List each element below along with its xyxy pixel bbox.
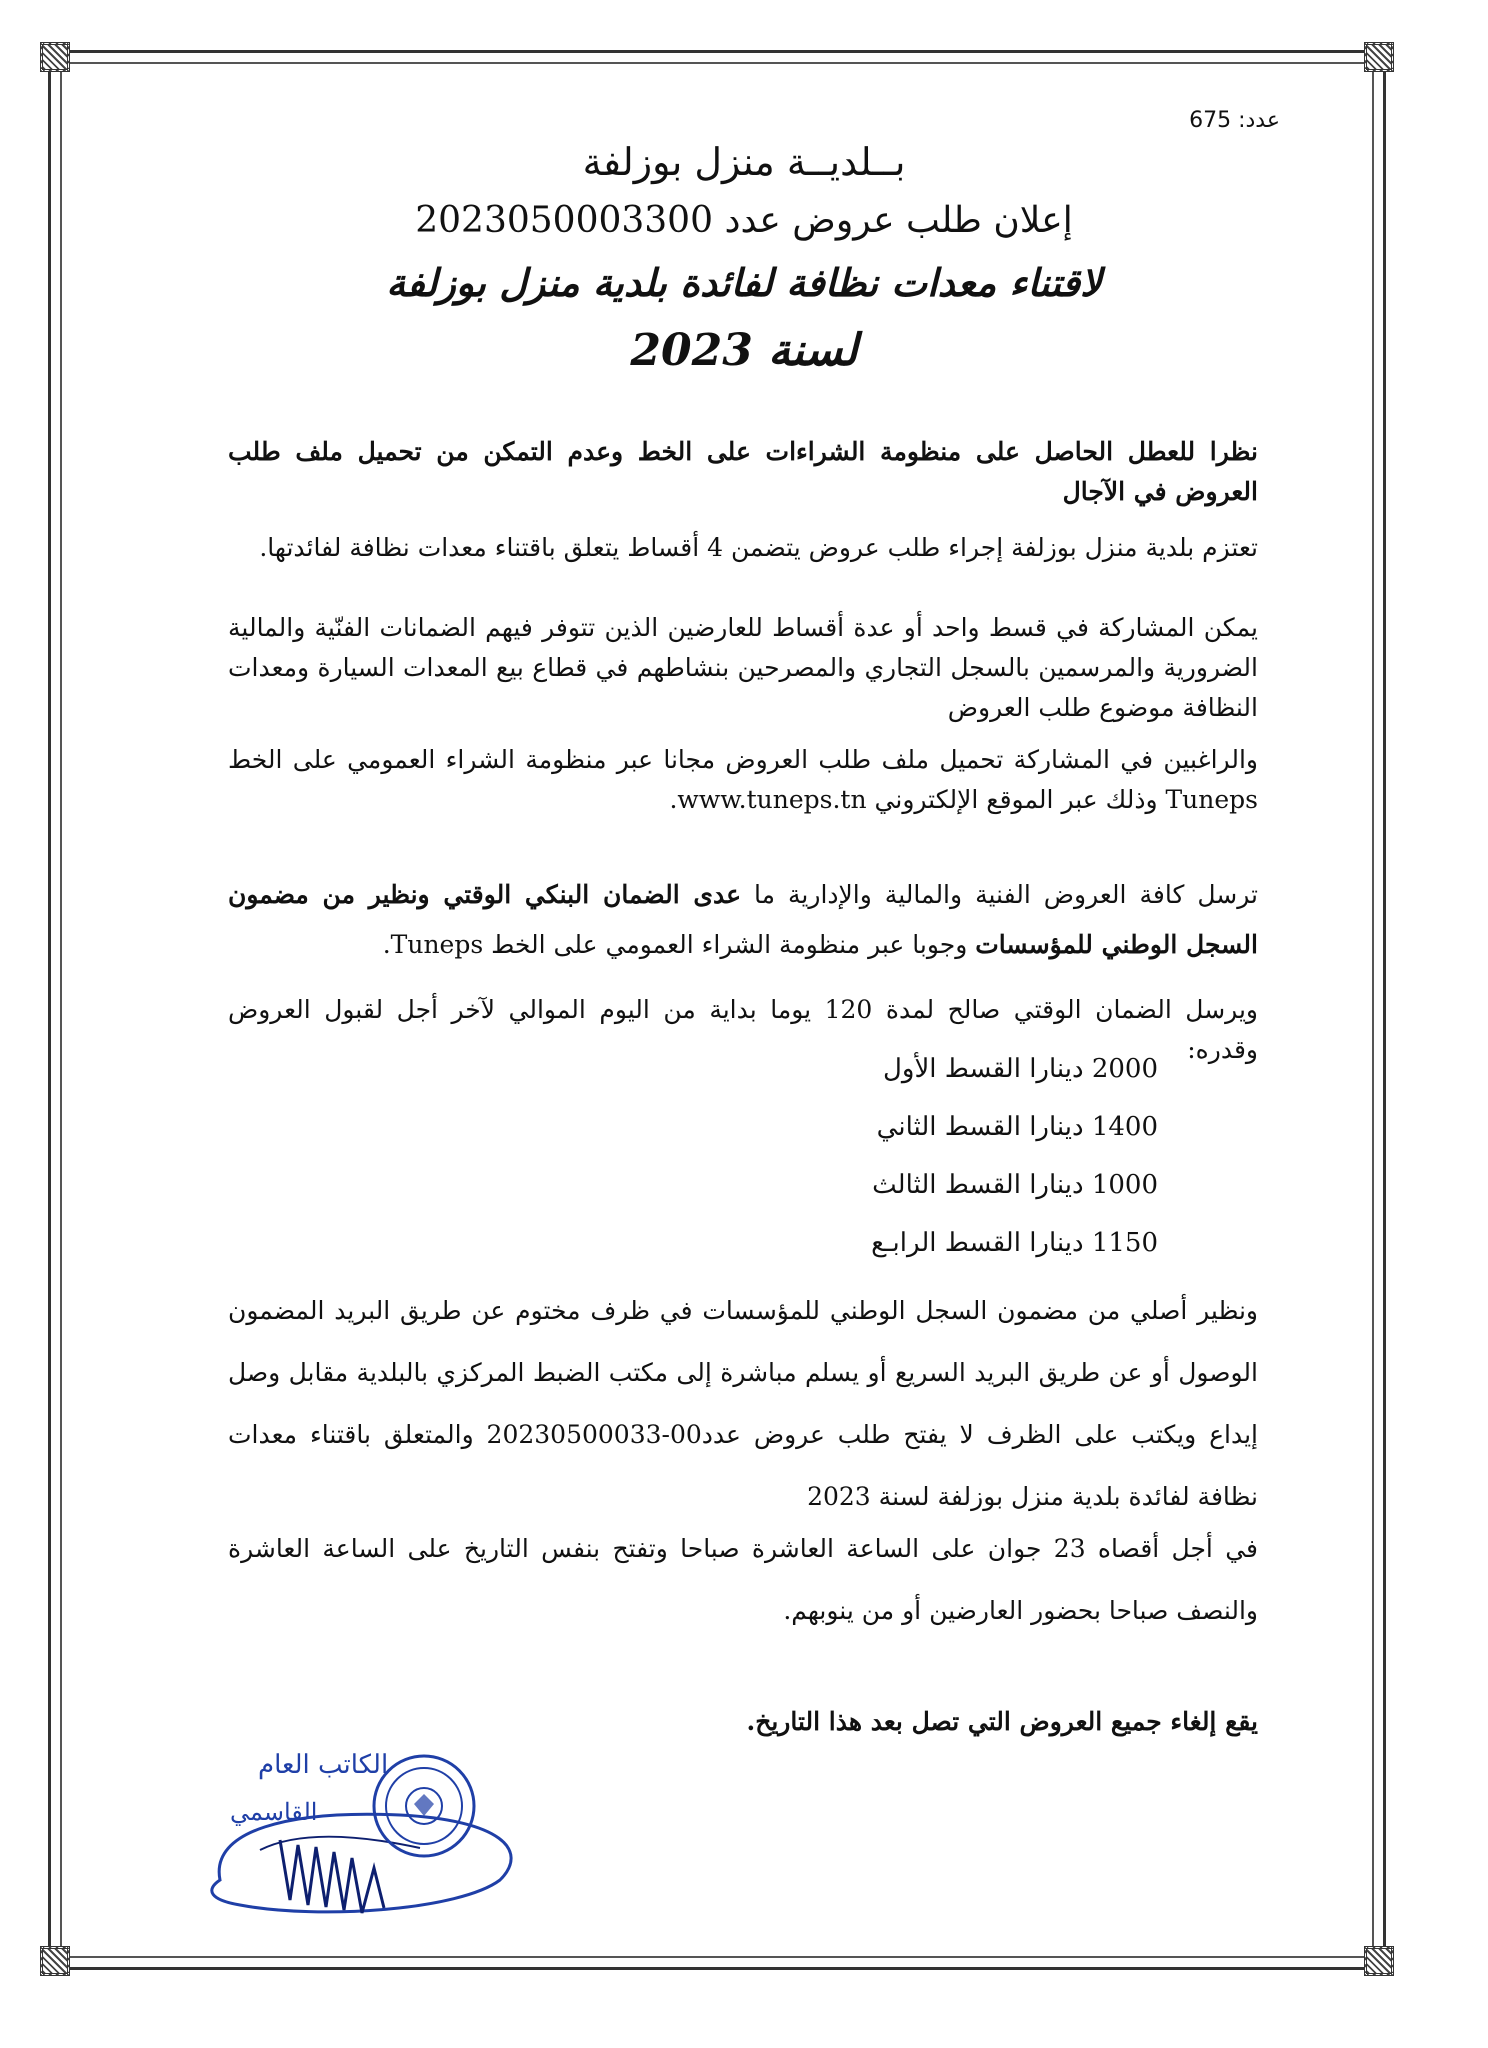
installments-list bbox=[458, 1040, 1158, 1272]
border-corner-ornament bbox=[40, 1946, 70, 1976]
submission-text-bold: عدى الضمان البنكي الوقتي ونظير من مضمون السجل الوطني للمؤسسات bbox=[228, 880, 1258, 959]
installment-item: 1150 دينارا القسط الرابـع bbox=[871, 1228, 1158, 1258]
border-corner-ornament bbox=[1364, 1946, 1394, 1976]
border-corner-ornament bbox=[40, 42, 70, 72]
paragraph-download: والراغبين في المشاركة تحميل ملف طلب العروض مجانا عبر منظومة الشراء العمومي على الخط Tuneps وذلك عبر الموقع الإلكتروني www.tuneps.tn. bbox=[228, 745, 1258, 814]
subject-title: لاقتناء معدات نظافة لفائدة بلدية منزل بوزلفة bbox=[386, 260, 1102, 305]
official-seal-icon bbox=[370, 1752, 478, 1860]
installment-item: 2000 دينارا القسط الأول bbox=[883, 1054, 1158, 1084]
paragraph-notice: نظرا للعطل الحاصل على منظومة الشراءات على الخط وعدم التمكن من تحميل ملف طلب العروض في الآجال bbox=[228, 437, 1258, 506]
submission-text-c: وجوبا عبر منظومة الشراء العمومي على الخط Tuneps. bbox=[382, 930, 976, 959]
installment-item: 1000 دينارا القسط الثالث bbox=[872, 1170, 1158, 1200]
signature-title: الكاتب العام bbox=[258, 1750, 389, 1780]
signature-name: القاسمي bbox=[230, 1798, 318, 1826]
announcement-title: إعلان طلب عروض عدد 2023050003300 bbox=[415, 200, 1073, 241]
paragraph-original-copy: ونظير أصلي من مضمون السجل الوطني للمؤسسات في ظرف مختوم عن طريق البريد المضمون الوصول أو عن طريق البريد السريع أو يسلم مباشرة إلى مكتب الضبط المركزي بالبلدية مقابل وصل إيداع ويكتب على الظرف لا يفتح طلب عروض عدد00-20230500033 والمتعلق باقتناء معدات نظافة لفائدة بلدية منزل بوزلفة لسنة 2023 bbox=[228, 1296, 1258, 1511]
municipality-title: بــلديــة منزل بوزلفة bbox=[582, 140, 906, 184]
year-title: لسنة 2023 bbox=[630, 325, 858, 376]
submission-text-a: ترسل كافة العروض الفنية والمالية والإدارية ما bbox=[741, 880, 1258, 909]
paragraph-deadline: في أجل أقصاه 23 جوان على الساعة العاشرة صباحا وتفتح بنفس التاريخ على الساعة العاشرة والنصف صباحا بحضور العارضين أو من ينوبهم. bbox=[228, 1534, 1258, 1625]
installment-item: 1400 دينارا القسط الثاني bbox=[876, 1112, 1158, 1142]
paragraph-intent: تعتزم بلدية منزل بوزلفة إجراء طلب عروض يتضمن 4 أقساط يتعلق باقتناء معدات نظافة لفائدتها. bbox=[259, 533, 1258, 562]
paragraph-cancellation: يقع إلغاء جميع العروض التي تصل بعد هذا التاريخ. bbox=[746, 1707, 1258, 1736]
border-corner-ornament bbox=[1364, 42, 1394, 72]
paragraph-eligibility: يمكن المشاركة في قسط واحد أو عدة أقساط للعارضين الذين تتوفر فيهم الضمانات الفنّية والمالية الضرورية والمرسمين بالسجل التجاري والمصرحين بنشاطهم في قطاع بيع المعدات السيارة ومعدات النظافة موضوع طلب العروض bbox=[228, 613, 1258, 722]
paragraph-guarantee: ويرسل الضمان الوقتي صالح لمدة 120 يوما بداية من اليوم الموالي لآخر أجل لقبول العروض وقدره: bbox=[228, 995, 1259, 1064]
document-number: عدد: 675 bbox=[1189, 108, 1280, 133]
paragraph-submission bbox=[228, 870, 1258, 970]
